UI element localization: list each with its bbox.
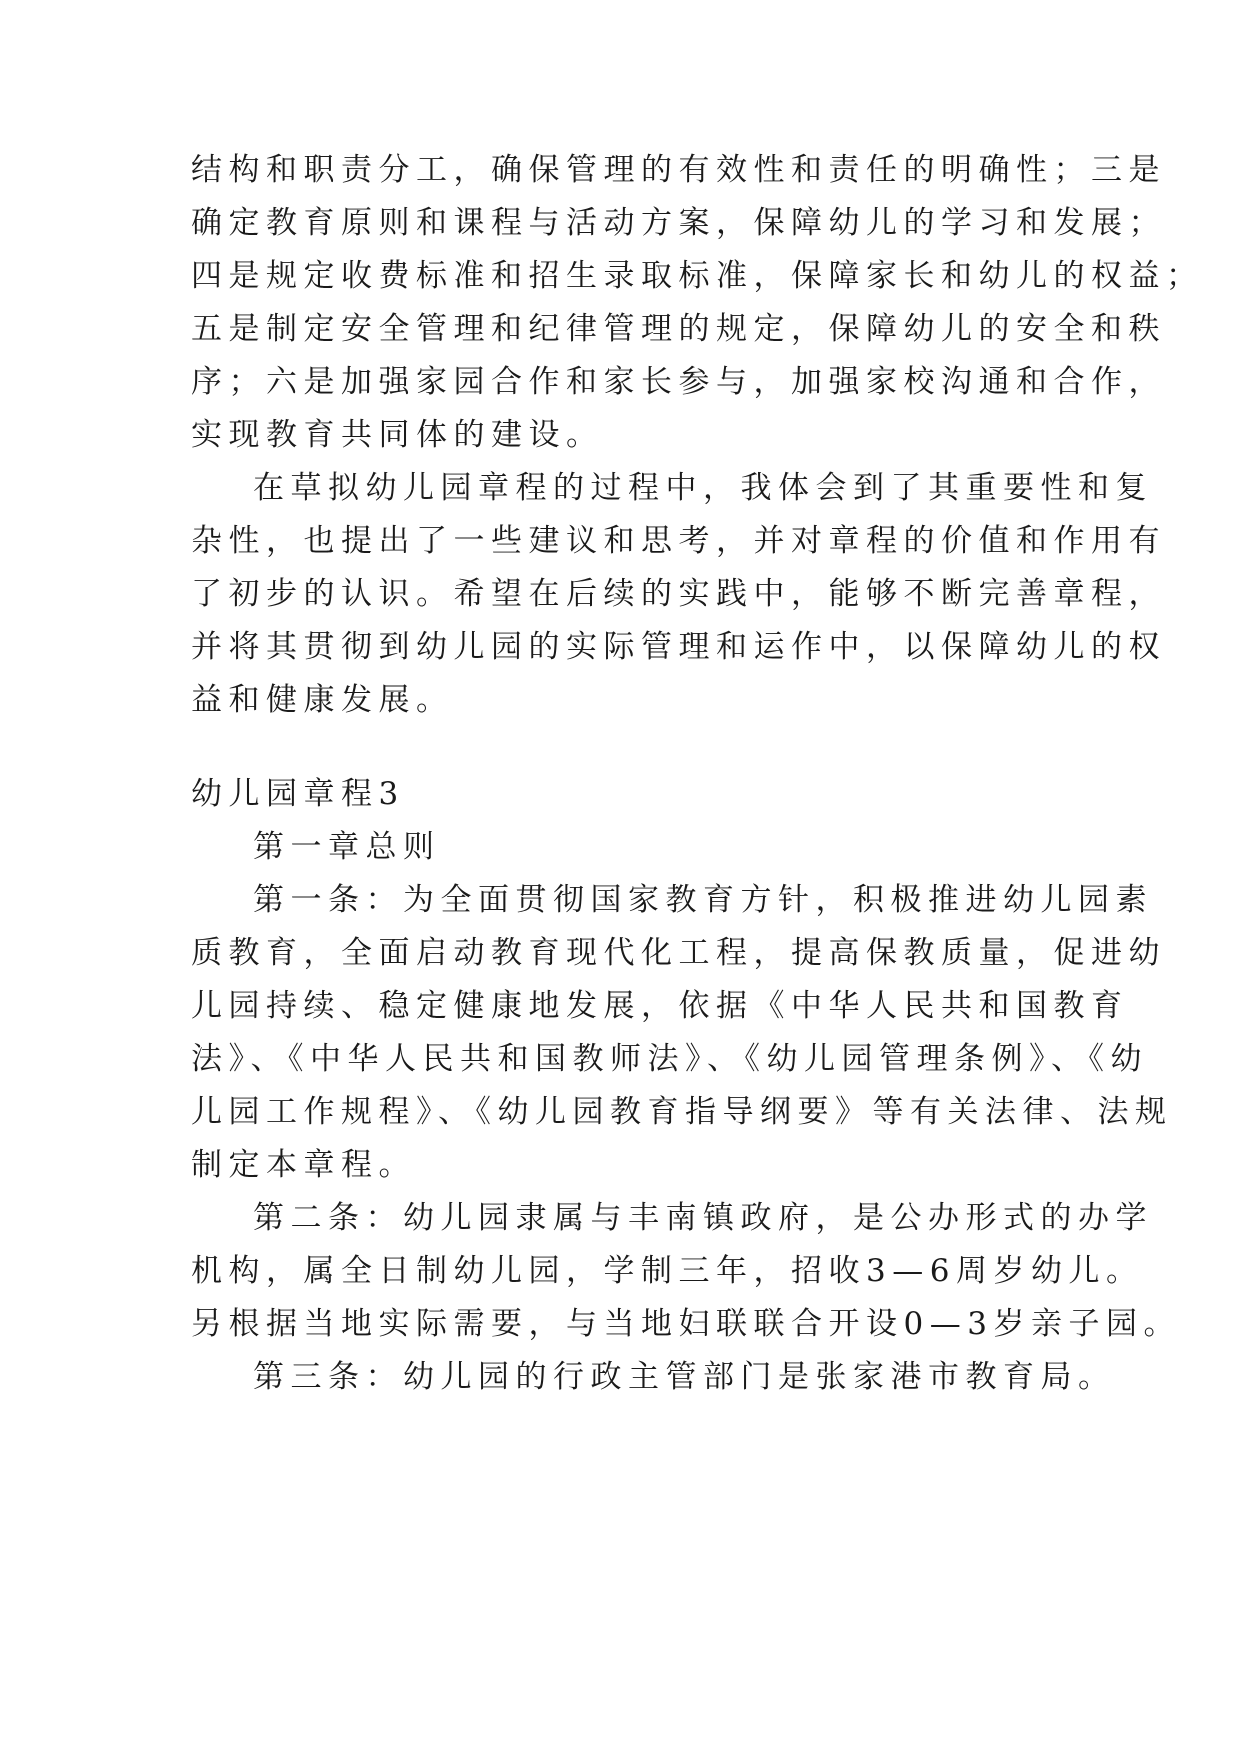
section-title: 幼儿园章程3 — [191, 776, 405, 812]
article-text-line: 第二条：幼儿园隶属与丰南镇政府，是公办形式的办学 — [253, 1200, 1153, 1236]
body-text-line: 确定教育原则和课程与活动方案，保障幼儿的学习和发展； — [191, 205, 1166, 241]
body-text-line: 杂性，也提出了一些建议和思考，并对章程的价值和作用有 — [191, 523, 1166, 559]
body-text-line: 实现教育共同体的建设。 — [191, 417, 604, 453]
chapter-title: 第一章总则 — [253, 829, 441, 865]
body-text-line: 结构和职责分工，确保管理的有效性和责任的明确性；三是 — [191, 152, 1166, 188]
body-text-line: 四是规定收费标准和招生录取标准，保障家长和幼儿的权益； — [191, 258, 1204, 294]
article-text-line: 质教育，全面启动教育现代化工程，提高保教质量，促进幼 — [191, 935, 1166, 971]
article-text-line: 制定本章程。 — [191, 1147, 416, 1183]
body-text-line: 了初步的认识。希望在后续的实践中，能够不断完善章程， — [191, 576, 1166, 612]
article-text-line: 第一条：为全面贯彻国家教育方针，积极推进幼儿园素 — [253, 882, 1153, 918]
body-text-line: 并将其贯彻到幼儿园的实际管理和运作中，以保障幼儿的权 — [191, 629, 1166, 665]
body-text-line: 五是制定安全管理和纪律管理的规定，保障幼儿的安全和秩 — [191, 311, 1166, 347]
article-text-line: 儿园持续、稳定健康地发展，依据《中华人民共和国教育 — [191, 988, 1129, 1024]
article-text-line: 第三条：幼儿园的行政主管部门是张家港市教育局。 — [253, 1359, 1116, 1395]
article-text-line: 法》、《中华人民共和国教师法》、《幼儿园管理条例》、《幼 — [191, 1041, 1148, 1077]
body-text-line: 益和健康发展。 — [191, 682, 454, 718]
article-text-line: 儿园工作规程》、《幼儿园教育指导纲要》等有关法律、法规 — [191, 1094, 1173, 1130]
article-text-line: 另根据当地实际需要，与当地妇联联合开设0—3岁亲子园。 — [191, 1306, 1181, 1342]
article-text-line: 机构，属全日制幼儿园，学制三年，招收3—6周岁幼儿。 — [191, 1253, 1144, 1289]
body-text-line: 在草拟幼儿园章程的过程中，我体会到了其重要性和复 — [253, 470, 1153, 506]
body-text-line: 序；六是加强家园合作和家长参与，加强家校沟通和合作， — [191, 364, 1166, 400]
